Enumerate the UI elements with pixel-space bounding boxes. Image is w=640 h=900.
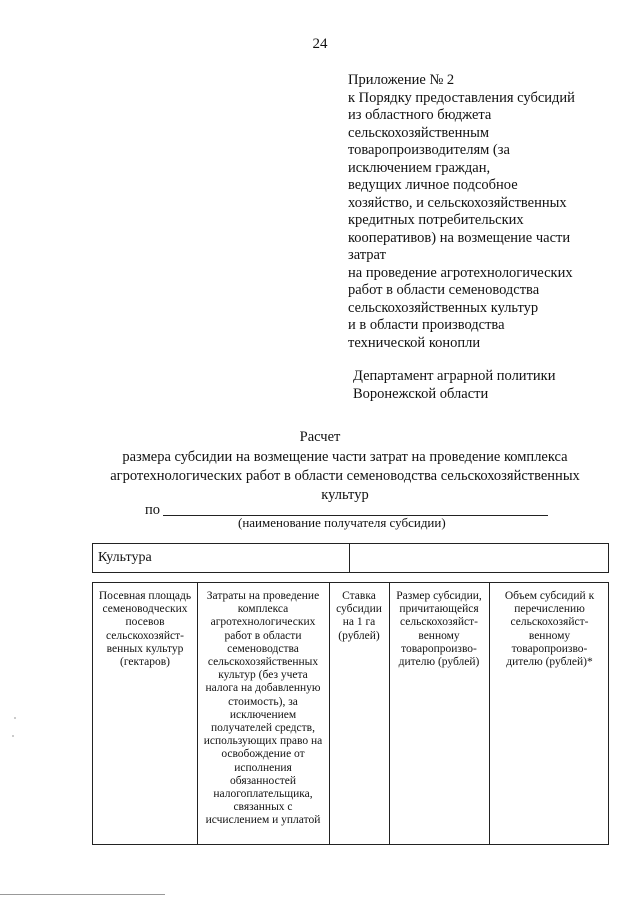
header-line: Затраты на проведение <box>206 590 320 602</box>
appendix-line: кредитных потребительских <box>348 212 524 228</box>
header-line: товаропроизво- <box>401 642 477 655</box>
culture-label: Культура <box>98 550 152 565</box>
header-line: сельскохозяйственных <box>207 656 319 669</box>
appendix-line: и в области производства <box>348 317 505 333</box>
table-header-sown-area <box>93 590 197 669</box>
header-line: семеноводства <box>227 642 299 655</box>
table-header-subsidy-amount <box>389 590 489 669</box>
appendix-line: на проведение агротехнологических <box>348 264 573 281</box>
header-line: венному <box>528 629 571 642</box>
header-line: венному <box>418 629 460 642</box>
header-line: дителю (рублей)* <box>506 656 593 669</box>
header-line: на 1 га <box>342 616 376 629</box>
appendix-heading <box>348 72 618 352</box>
header-line: семеноводческих <box>102 603 188 616</box>
header-line: налогоплательщика, <box>213 788 313 801</box>
appendix-line: ведущих личное подсобное <box>348 177 518 193</box>
calculation-title: Расчет <box>299 429 341 445</box>
header-line: освобождение от <box>221 748 305 761</box>
department-line: Воронежской области <box>353 386 489 402</box>
header-line: посевов <box>125 616 165 629</box>
calculation-line: агротехнологических работ в области семеноводства сельскохозяйственных <box>110 468 580 484</box>
appendix-line: затрат <box>348 247 386 263</box>
header-line: венных культур <box>106 642 184 655</box>
department-line: Департамент аграрной политики <box>353 368 556 384</box>
header-line: стоимость), за <box>228 695 298 708</box>
header-line: исчислением и уплатой <box>205 814 321 827</box>
header-line: (гектаров) <box>120 656 170 669</box>
appendix-line: сельскохозяйственных культур <box>348 299 539 316</box>
header-line: обязанностей <box>230 774 296 787</box>
appendix-line: товаропроизводителям (за <box>348 142 510 158</box>
scan-speck <box>12 735 14 737</box>
appendix-line: технической конопли <box>348 334 481 351</box>
appendix-line: Приложение № 2 <box>348 72 455 88</box>
calculation-line: культур <box>321 487 369 503</box>
header-line: Объем субсидий к <box>504 590 595 602</box>
header-line: культур (без учета <box>218 669 308 682</box>
header-line: Размер субсидии, <box>396 590 482 602</box>
table-header-rate <box>329 590 389 643</box>
calculation-subtitle <box>0 448 640 505</box>
header-line: работ в области <box>224 629 302 642</box>
header-line: агротехнологических <box>210 616 316 629</box>
scan-artifact-line <box>0 894 165 895</box>
header-line: причитающейся <box>399 603 479 616</box>
header-line: дителю (рублей) <box>398 656 480 669</box>
appendix-line: исключением граждан, <box>348 159 491 176</box>
header-line: субсидии <box>336 603 382 616</box>
header-line: связанных с <box>233 801 293 814</box>
header-line: налога на добавленную <box>205 682 321 695</box>
header-line: Посевная площадь <box>98 590 192 602</box>
department-block <box>353 367 555 403</box>
header-line: товаропроизво- <box>511 642 588 655</box>
page-number: 24 <box>312 36 328 52</box>
header-line: сельскохозяйст- <box>400 616 478 629</box>
header-line: перечислению <box>514 603 585 616</box>
header-line: комплекса <box>237 603 289 616</box>
culture-row <box>92 543 609 573</box>
scan-speck <box>14 717 16 719</box>
appendix-line: работ в области семеноводства <box>348 282 540 298</box>
table-header-costs <box>197 590 329 828</box>
appendix-line: кооперативов) на возмещение части <box>348 229 571 246</box>
appendix-line: хозяйство, и сельскохозяйственных <box>348 194 567 211</box>
header-line: исполнения <box>234 761 292 774</box>
header-line: сельскохозяйст- <box>106 629 184 642</box>
table-header-transfer-volume <box>489 590 610 669</box>
header-line: исключением <box>229 708 297 721</box>
appendix-line: сельскохозяйственным <box>348 124 490 141</box>
calculation-line: размера субсидии на возмещение части затрат на проведение комплекса <box>122 449 568 465</box>
subsidy-table <box>92 582 609 845</box>
recipient-prefix: по <box>145 502 161 518</box>
header-line: использующих право на <box>203 735 323 748</box>
culture-divider <box>349 544 350 572</box>
appendix-line: к Порядку предоставления субсидий <box>348 89 575 106</box>
header-line: сельскохозяйст- <box>510 616 589 629</box>
header-line: (рублей) <box>338 629 380 642</box>
appendix-line: из областного бюджета <box>348 107 492 123</box>
header-line: получателей средств, <box>211 722 315 735</box>
header-line: Ставка <box>342 590 376 602</box>
recipient-caption: (наименование получателя субсидии) <box>238 515 446 530</box>
